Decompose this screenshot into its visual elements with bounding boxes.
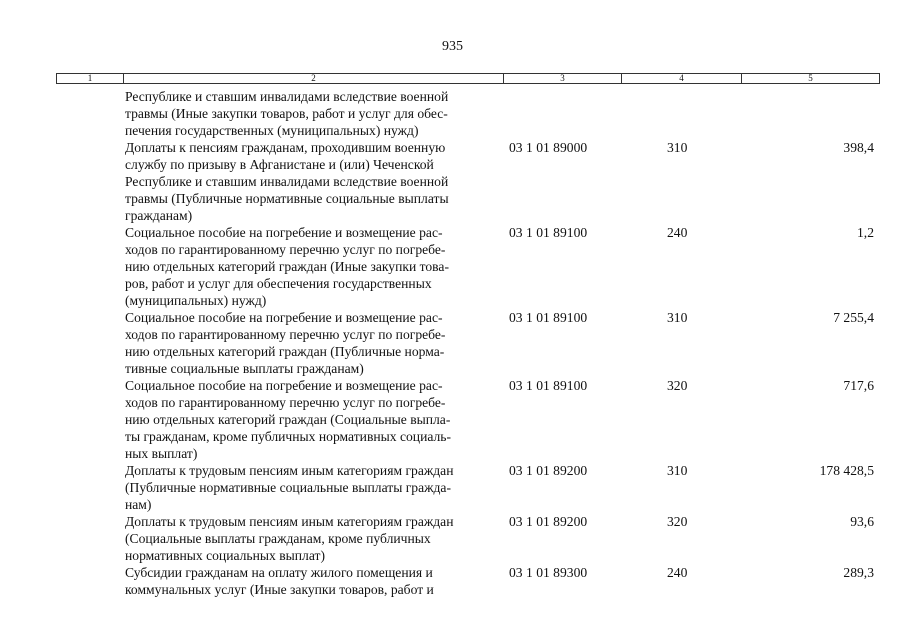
- description-line: службу по призыву в Афганистане и (или) Чеченской: [125, 157, 434, 172]
- cell-expense-type: 320: [667, 378, 688, 393]
- description-line: (муниципальных) нужд): [125, 293, 267, 308]
- cell-description: [125, 309, 507, 377]
- column-header-1: 1: [87, 73, 93, 83]
- table-row: [56, 513, 880, 564]
- table-row: [56, 564, 880, 598]
- description-line: Республике и ставшим инвалидами вследствие военной: [125, 174, 449, 189]
- table-row: [56, 309, 880, 377]
- description-line: коммунальных услуг (Иные закупки товаров, работ и: [125, 582, 434, 597]
- cell-amount: 178 428,5: [819, 463, 874, 478]
- description-line: (Публичные нормативные социальные выплаты гражда-: [125, 480, 451, 495]
- cell-amount: 717,6: [843, 378, 874, 393]
- cell-column-1: [56, 139, 125, 224]
- table-row: [56, 462, 880, 513]
- cell-amount: [738, 88, 880, 139]
- description-line: тивные социальные выплаты гражданам): [125, 361, 364, 376]
- description-line: ты гражданам, кроме публичных нормативных социаль-: [125, 429, 452, 444]
- description-line: нию отдельных категорий граждан (Иные закупки това-: [125, 259, 449, 274]
- cell-expense-type: [633, 88, 738, 139]
- cell-column-1: [56, 564, 125, 598]
- cell-expense-type: 320: [667, 514, 688, 529]
- description-line: нию отдельных категорий граждан (Социальные выпла-: [125, 412, 451, 427]
- cell-target-code: 03 1 01 89100: [509, 225, 588, 240]
- description-line: ходов по гарантированному перечню услуг по погребе-: [125, 242, 446, 257]
- description-line: ходов по гарантированному перечню услуг по погребе-: [125, 395, 446, 410]
- column-header-3: 3: [503, 74, 621, 83]
- cell-column-1: [56, 462, 125, 513]
- cell-description: [125, 377, 507, 462]
- cell-amount: 289,3: [843, 565, 874, 580]
- cell-target-code: 03 1 01 89200: [509, 463, 588, 478]
- description-line: травмы (Публичные нормативные социальные выплаты: [125, 191, 449, 206]
- cell-column-1: [56, 88, 125, 139]
- column-header-5: 5: [741, 74, 879, 83]
- description-line: нам): [125, 497, 152, 512]
- description-line: печения государственных (муниципальных) нужд): [125, 123, 419, 138]
- description-line: ходов по гарантированному перечню услуг по погребе-: [125, 327, 446, 342]
- cell-amount: 1,2: [857, 225, 874, 240]
- description-line: Социальное пособие на погребение и возмещение рас-: [125, 378, 443, 393]
- cell-expense-type: 310: [667, 463, 688, 478]
- cell-expense-type: 310: [667, 310, 688, 325]
- cell-column-1: [56, 309, 125, 377]
- description-line: гражданам): [125, 208, 193, 223]
- page-number: 935: [442, 39, 463, 54]
- cell-column-1: [56, 513, 125, 564]
- description-line: ных выплат): [125, 446, 198, 461]
- table-header-row: [56, 73, 880, 84]
- description-line: Доплаты к трудовым пенсиям иным категориям граждан: [125, 463, 454, 478]
- description-line: ров, работ и услуг для обеспечения государственных: [125, 276, 432, 291]
- table-row: [56, 88, 880, 139]
- cell-description: [125, 564, 507, 598]
- description-line: (Социальные выплаты гражданам, кроме публичных: [125, 531, 431, 546]
- description-line: нормативных социальных выплат): [125, 548, 325, 563]
- cell-column-1: [56, 377, 125, 462]
- cell-description: [125, 513, 507, 564]
- cell-amount: 93,6: [850, 514, 874, 529]
- column-header-4: 4: [621, 74, 741, 83]
- description-line: Доплаты к трудовым пенсиям иным категориям граждан: [125, 514, 454, 529]
- cell-description: [125, 224, 507, 309]
- description-line: Социальное пособие на погребение и возмещение рас-: [125, 225, 443, 240]
- description-line: Социальное пособие на погребение и возмещение рас-: [125, 310, 443, 325]
- cell-description: [125, 139, 507, 224]
- table-row: [56, 224, 880, 309]
- description-line: Доплаты к пенсиям гражданам, проходившим военную: [125, 140, 446, 155]
- cell-expense-type: 240: [667, 225, 688, 240]
- description-line: Субсидии гражданам на оплату жилого помещения и: [125, 565, 433, 580]
- cell-target-code: 03 1 01 89300: [509, 565, 588, 580]
- cell-amount: 7 255,4: [833, 310, 874, 325]
- cell-description: [125, 88, 507, 139]
- cell-target-code: 03 1 01 89000: [509, 140, 588, 155]
- cell-target-code: 03 1 01 89100: [509, 310, 588, 325]
- cell-target-code: 03 1 01 89100: [509, 378, 588, 393]
- cell-description: [125, 462, 507, 513]
- cell-target-code: [507, 88, 633, 139]
- column-header-2: 2: [123, 74, 503, 83]
- table-body: [56, 88, 880, 598]
- cell-column-1: [56, 224, 125, 309]
- description-line: нию отдельных категорий граждан (Публичные норма-: [125, 344, 445, 359]
- description-line: Республике и ставшим инвалидами вследствие военной: [125, 89, 449, 104]
- cell-amount: 398,4: [843, 140, 874, 155]
- cell-expense-type: 310: [667, 140, 688, 155]
- table-row: [56, 377, 880, 462]
- table-row: [56, 139, 880, 224]
- description-line: травмы (Иные закупки товаров, работ и услуг для обес-: [125, 106, 448, 121]
- cell-expense-type: 240: [667, 565, 688, 580]
- cell-target-code: 03 1 01 89200: [509, 514, 588, 529]
